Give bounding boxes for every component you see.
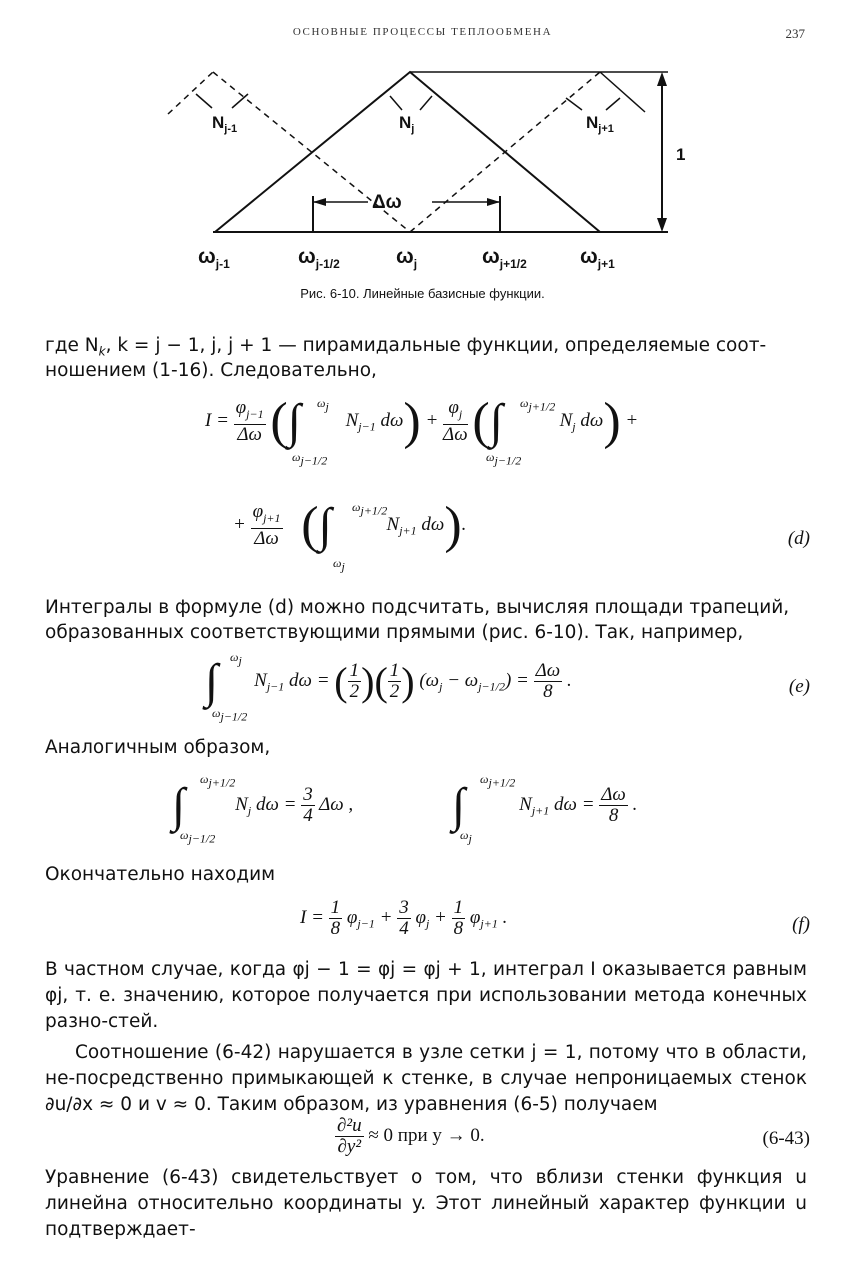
para5: В частном случае, когда φj − 1 = φj = φj + 1, интеграл I оказывается равным φj, т. е. значению, которое получается при использовании метода конечных разно-стей. — [45, 959, 807, 1032]
eq-e-tag: (e) — [788, 676, 810, 697]
eq-e: ∫ $N_{j-1}$ dω = ( $\frac{1}{2}$ )( $\frac{1}{2}$ ) $(\omega_j - \omega_{j-1/2})$ = $\frac{\Delta\omega}{8}$ . — [205, 655, 572, 708]
unit-arrow-head-bottom — [657, 218, 667, 232]
label-n-jp1: $N_{j+1}$ — [586, 113, 614, 135]
page-number: 237 — [785, 26, 805, 41]
figure-caption: Рис. 6-10. Линейные базисные функции. — [300, 286, 545, 301]
pointer-njm1-left — [196, 94, 212, 108]
eq-f: I = $\frac{1}{8}$ $\varphi_{j-1}$ + $\frac{3}{4}$ $\varphi_j$ + $\frac{1}{8}$ $\varphi_{j+1}$ . — [300, 897, 508, 939]
pointer-njp1-left — [566, 98, 582, 110]
unit-arrow-head-top — [657, 72, 667, 86]
eq-d-limit-upper3: $\omega_{j+1/2}$ — [352, 500, 388, 518]
eq-6-43: $\frac{\text{∂²u}}{\text{∂y²}}$ ≈ 0 при y → 0. — [337, 1115, 485, 1157]
eq-d-tag: (d) — [787, 528, 810, 549]
pointer-njm1-right — [232, 94, 248, 108]
pointer-njp1-right — [606, 98, 620, 110]
eq-similar-1: ∫ $N_j$ dω = $\frac{3}{4}$ Δω , — [172, 779, 354, 832]
para2-line2: образованных соответствующими прямыми (рис. 6-10). Так, например, — [45, 622, 744, 643]
para4: Окончательно находим — [45, 864, 276, 885]
pointer-nj-left — [390, 96, 402, 110]
eq-d-row2: + $\frac{\varphi_{j+1}}{\Delta\omega}$ (∫ $N_{j+1}$ dω). — [233, 497, 467, 554]
label-w-j: $\omega_j$ — [396, 245, 418, 271]
para2-line1: Интегралы в формуле (d) можно подсчитать, вычисляя площади трапеций, — [45, 597, 790, 618]
label-w-jm1: $\omega_{j-1}$ — [198, 245, 230, 271]
para3: Аналогичным образом, — [45, 737, 271, 758]
label-n-j: $N_j$ — [399, 113, 415, 135]
para7: Уравнение (6-43) свидетельствует о том, что вблизи стенки функция u линейна относительно координаты y. Этот линейный характер функции u подтверждает- — [45, 1167, 807, 1240]
label-n-jm1: $N_{j-1}$ — [212, 113, 238, 135]
eq-d-limit-lower2: $\omega_{j-1/2}$ — [486, 450, 522, 468]
eq-d-limit-upper2: $\omega_{j+1/2}$ — [520, 396, 556, 414]
eq-sim2-limit-lower: $\omega_j$ — [460, 828, 472, 846]
eq-similar-2: ∫ $N_{j+1}$ dω = $\frac{\Delta\omega}{8}$ . — [452, 779, 638, 832]
eq-6-43-tag: (6-43) — [762, 1128, 810, 1149]
eq-e-limit-lower: $\omega_{j-1/2}$ — [212, 706, 248, 724]
eq-sim1-limit-upper: $\omega_{j+1/2}$ — [200, 772, 236, 790]
eq-sim1-limit-lower: $\omega_{j-1/2}$ — [180, 828, 216, 846]
delta-arrow-right — [487, 198, 500, 206]
label-w-jph: $\omega_{j+1/2}$ — [482, 245, 527, 271]
eq-e-limit-upper: $\omega_j$ — [230, 650, 242, 668]
label-unit-height: 1 — [676, 145, 686, 164]
basis-n-jp1-right — [600, 72, 645, 112]
basis-n-j — [215, 72, 600, 232]
eq-f-tag: (f) — [792, 914, 810, 935]
eq-d-row1: I = $\frac{\varphi_{j-1}}{\Delta\omega}$ (∫ $N_{j-1}$ dω) + $\frac{\varphi_j}{\Delta\omega}$ (∫ $N_j$ dω) + — [205, 393, 639, 450]
eq-sim2-limit-upper: $\omega_{j+1/2}$ — [480, 772, 516, 790]
eq-d-limit-upper1: $\omega_j$ — [317, 396, 329, 414]
label-delta-omega: Δω — [372, 192, 402, 213]
para6: Соотношение (6-42) нарушается в узле сетки j = 1, потому что в области, не-посредственно примыкающей к стенке, в случае непроницаемых стенок ∂u/∂x ≈ 0 и v ≈ 0. Таким образом, из уравнения (6-5) получаем — [45, 1042, 807, 1115]
para1-line2: ношением (1-16). Следовательно, — [45, 360, 377, 381]
running-title: ОСНОВНЫЕ ПРОЦЕССЫ ТЕПЛООБМЕНА — [292, 26, 553, 38]
label-w-jmh: $\omega_{j-1/2}$ — [298, 245, 340, 271]
eq-d-limit-lower1: $\omega_{j-1/2}$ — [292, 450, 328, 468]
delta-arrow-left — [313, 198, 326, 206]
eq-d-limit-lower3: $\omega_j$ — [333, 556, 345, 574]
label-w-jp1: $\omega_{j+1}$ — [580, 245, 615, 271]
basis-n-jm1-dashed-left — [168, 72, 213, 114]
para1-line1: где $N_k$, k = j − 1, j, j + 1 — пирамидальные функции, определяемые соот- — [45, 335, 767, 359]
pointer-nj-right — [420, 96, 432, 110]
basis-function-figure — [0, 0, 845, 300]
